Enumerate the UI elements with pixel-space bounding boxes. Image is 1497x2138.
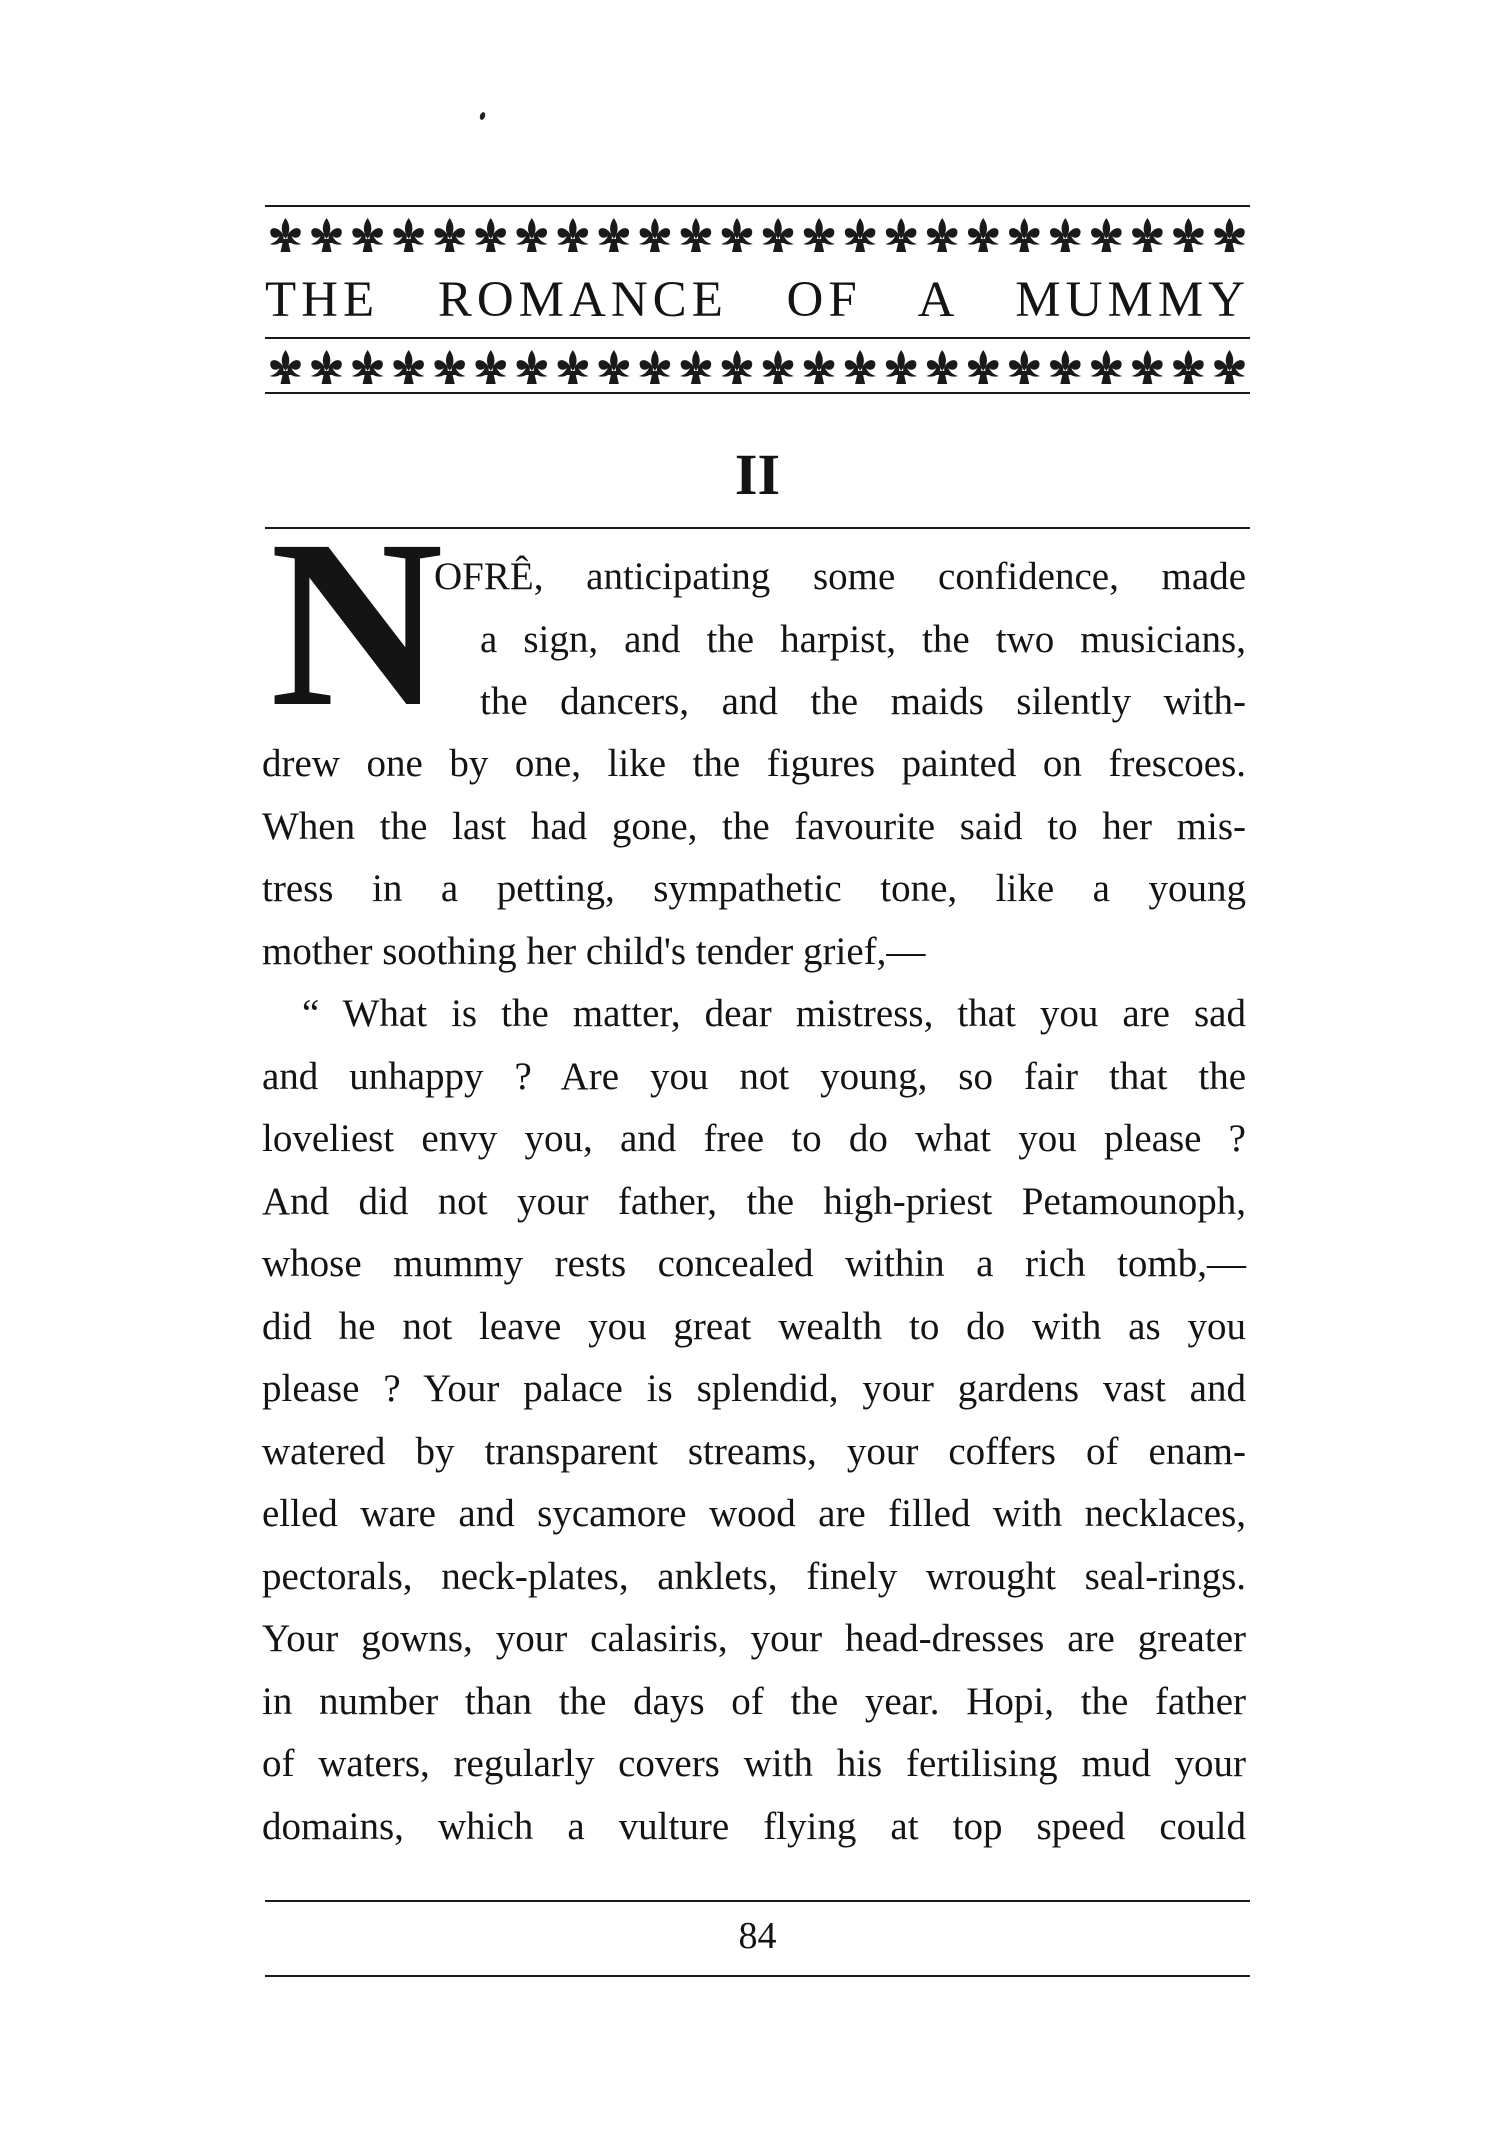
fleur-de-lis-icon bbox=[311, 350, 343, 384]
text-line: When the last had gone, the favourite said to her mis- bbox=[262, 804, 1246, 848]
fleur-de-lis-icon bbox=[1049, 218, 1081, 252]
fleur-de-lis-icon bbox=[680, 350, 712, 384]
fleur-de-lis-icon bbox=[1008, 218, 1040, 252]
fleur-de-lis-icon bbox=[1213, 350, 1245, 384]
text-line: loveliest envy you, and free to do what you please ? bbox=[262, 1117, 1246, 1160]
page-number: 84 bbox=[738, 1915, 777, 1957]
text-line: in number than the days of the year. Hopi, the father bbox=[262, 1679, 1246, 1723]
fleur-de-lis-icon bbox=[352, 350, 384, 384]
fleur-de-lis-icon bbox=[1172, 218, 1204, 252]
fleur-de-lis-icon bbox=[1172, 350, 1204, 384]
fleur-de-lis-icon bbox=[721, 218, 753, 252]
footer-bottom-rule bbox=[265, 1975, 1250, 1977]
fleur-de-lis-icon bbox=[557, 218, 589, 252]
fleur-de-lis-icon bbox=[803, 350, 835, 384]
footer-top-rule bbox=[265, 1900, 1250, 1902]
fleur-de-lis-icon bbox=[516, 350, 548, 384]
fleur-de-lis-icon bbox=[721, 350, 753, 384]
text-line: watered by transparent streams, your coffers of enam- bbox=[262, 1429, 1246, 1473]
fleur-de-lis-icon bbox=[967, 218, 999, 252]
fleur-de-lis-icon bbox=[475, 218, 507, 252]
text-line: domains, which a vulture flying at top speed could bbox=[262, 1804, 1246, 1848]
opening-lines bbox=[262, 546, 1246, 734]
fleur-de-lis-icon bbox=[844, 350, 876, 384]
fleur-de-lis-icon bbox=[967, 350, 999, 384]
fleur-de-lis-icon bbox=[598, 218, 630, 252]
fleur-de-lis-icon bbox=[1090, 218, 1122, 252]
fleur-de-lis-icon bbox=[762, 218, 794, 252]
text-line: tress in a petting, sympathetic tone, like a young bbox=[262, 867, 1246, 910]
fleur-de-lis-icon bbox=[1008, 350, 1040, 384]
fleur-de-lis-icon bbox=[1131, 218, 1163, 252]
fleur-de-lis-icon bbox=[516, 218, 548, 252]
fleur-de-lis-icon bbox=[434, 350, 466, 384]
fleur-de-lis-icon bbox=[885, 218, 917, 252]
text-line: of waters, regularly covers with his fertilising mud your bbox=[262, 1742, 1246, 1785]
paragraph-1 bbox=[262, 733, 1246, 983]
fleur-de-lis-icon bbox=[926, 218, 958, 252]
fleur-de-lis-icon bbox=[270, 350, 302, 384]
fleur-de-lis-icon bbox=[762, 350, 794, 384]
text-line: “ What is the matter, dear mistress, that you are sad bbox=[302, 992, 1246, 1035]
fleur-de-lis-icon bbox=[434, 218, 466, 252]
opening-line: the dancers, and the maids silently with- bbox=[480, 680, 1246, 723]
text-line: And did not your father, the high-priest Petamounoph, bbox=[262, 1179, 1246, 1223]
fleur-de-lis-icon bbox=[1090, 350, 1122, 384]
opening-line: a sign, and the harpist, the two musicians, bbox=[480, 617, 1246, 661]
fleur-border-top bbox=[265, 216, 1250, 254]
ink-speck bbox=[479, 111, 486, 120]
fleur-de-lis-icon bbox=[557, 350, 589, 384]
fleur-de-lis-icon bbox=[844, 218, 876, 252]
fleur-de-lis-icon bbox=[265, 348, 1250, 386]
fleur-de-lis-icon bbox=[639, 350, 671, 384]
opening-line: OFRÊ, anticipating some confidence, made bbox=[434, 555, 1246, 598]
fleur-de-lis-icon bbox=[265, 216, 1250, 254]
fleur-de-lis-icon bbox=[680, 218, 712, 252]
text-line: mother soothing her child's tender grief,— bbox=[262, 929, 926, 973]
fleur-de-lis-icon bbox=[926, 350, 958, 384]
text-line: whose mummy rests concealed within a rich tomb,— bbox=[262, 1242, 1246, 1285]
fleur-de-lis-icon bbox=[598, 350, 630, 384]
header-top-rule bbox=[265, 205, 1250, 207]
drop-cap: N bbox=[270, 490, 444, 756]
title-underline-rule bbox=[265, 337, 1250, 339]
fleur-de-lis-icon bbox=[311, 218, 343, 252]
text-line: did he not leave you great wealth to do with as you bbox=[262, 1304, 1246, 1348]
fleur-border-bottom bbox=[265, 348, 1250, 386]
fleur-de-lis-icon bbox=[393, 350, 425, 384]
text-line: drew one by one, like the figures painted on frescoes. bbox=[262, 742, 1246, 785]
fleur-de-lis-icon bbox=[1049, 350, 1081, 384]
fleur-de-lis-icon bbox=[803, 218, 835, 252]
running-title: THE ROMANCE OF A MUMMY bbox=[265, 272, 1250, 328]
text-line: Your gowns, your calasiris, your head-dresses are greater bbox=[262, 1617, 1246, 1660]
fleur-de-lis-icon bbox=[1131, 350, 1163, 384]
fleur-de-lis-icon bbox=[475, 350, 507, 384]
fleur-de-lis-icon bbox=[393, 218, 425, 252]
fleur-de-lis-icon bbox=[1213, 218, 1245, 252]
fleur-de-lis-icon bbox=[885, 350, 917, 384]
fleur-de-lis-icon bbox=[639, 218, 671, 252]
fleur-de-lis-icon bbox=[270, 218, 302, 252]
header-bottom-rule bbox=[265, 392, 1250, 394]
chapter-number: II bbox=[734, 442, 781, 507]
fleur-de-lis-icon bbox=[352, 218, 384, 252]
text-line: and unhappy ? Are you not young, so fair that the bbox=[262, 1054, 1246, 1098]
text-line: please ? Your palace is splendid, your gardens vast and bbox=[262, 1367, 1246, 1410]
text-line: elled ware and sycamore wood are filled with necklaces, bbox=[262, 1492, 1246, 1535]
text-line: pectorals, neck-plates, anklets, finely wrought seal-rings. bbox=[262, 1554, 1246, 1598]
paragraph-2 bbox=[262, 983, 1246, 1858]
